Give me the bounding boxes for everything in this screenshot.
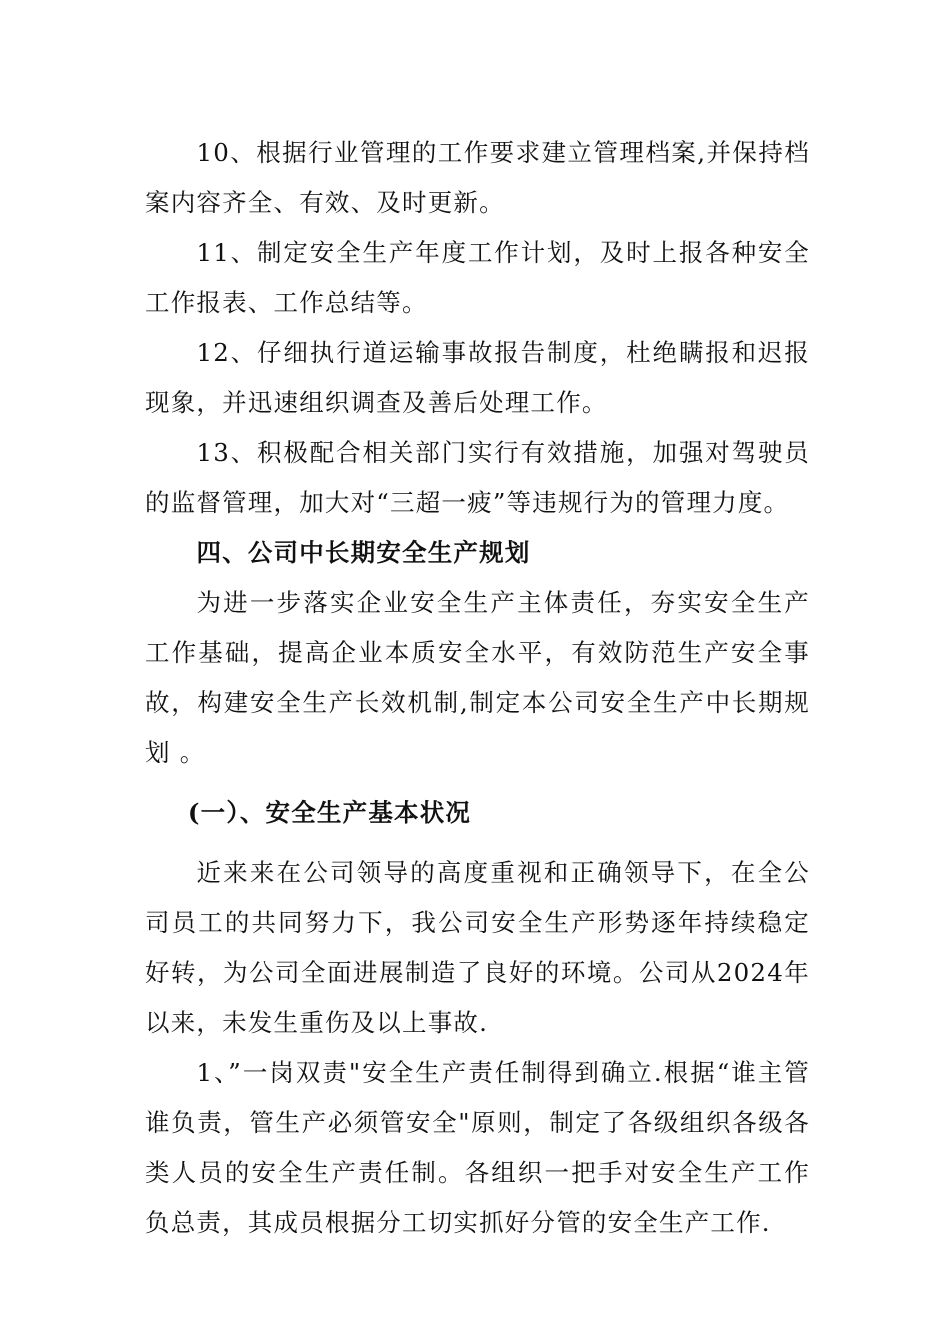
intro-paragraph: 为进一步落实企业安全生产主体责任，夯实安全生产工作基础，提高企业本质安全水平，有效防范生产安全事故，构建安全生产长效机制,制定本公司安全生产中长期规划 。	[145, 588, 810, 767]
status-paragraph: 近来来在公司领导的高度重视和正确领导下，在全公司员工的共同努力下，我公司安全生产形势逐年持续稳定好转，为公司全面进展制造了良好的环境。公司从2024年以来，未发生重伤及以上事故.	[145, 858, 810, 1037]
paragraph-item-13: 13、积极配合相关部门实行有效措施，加强对驾驶员的监督管理，加大对“三超一疲”等违规行为的管理力度。	[145, 438, 810, 517]
subsection-heading: (一）、安全生产基本状况	[187, 798, 472, 827]
section-heading: 四、公司中长期安全生产规划	[196, 538, 531, 567]
item1-paragraph: 1、”一岗双责"安全生产责任制得到确立.根据“谁主管谁负责，管生产必须管安全"原则，制定了各级组织各级各类人员的安全生产责任制。各组织一把手对安全生产工作负总责，其成员根据分工切实抓好分管的安全生产工作.	[145, 1058, 810, 1237]
document-body	[145, 128, 810, 1248]
paragraph-item-12: 12、仔细执行道运输事故报告制度，杜绝瞒报和迟报现象，并迅速组织调查及善后处理工作。	[145, 338, 810, 417]
paragraph-item-11: 11、制定安全生产年度工作计划，及时上报各种安全工作报表、工作总结等。	[145, 238, 810, 317]
paragraph-item-10: 10、根据行业管理的工作要求建立管理档案,并保持档案内容齐全、有效、及时更新。	[145, 138, 810, 217]
